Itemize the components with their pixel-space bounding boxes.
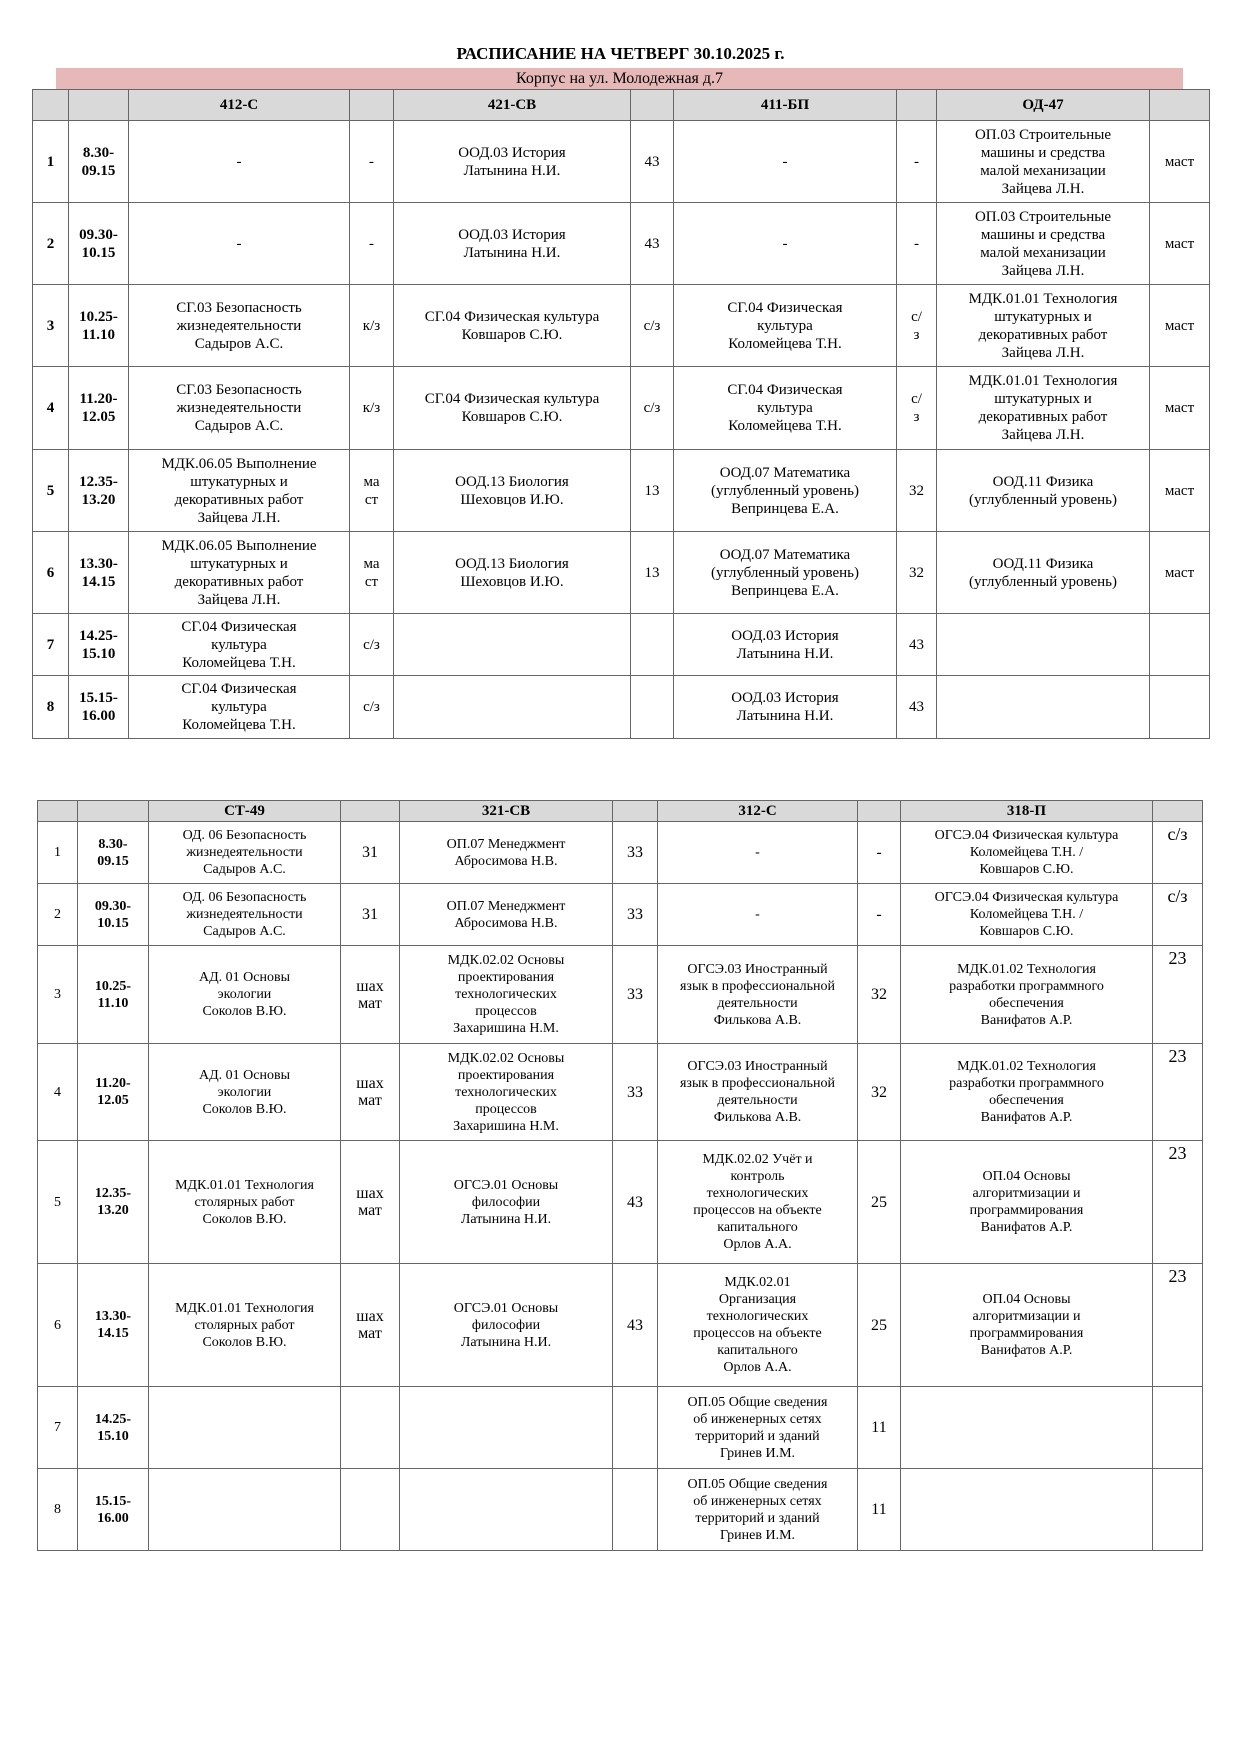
table-row <box>38 1044 1203 1141</box>
subject-cell: - <box>658 884 858 946</box>
lesson-number: 3 <box>38 946 78 1044</box>
header-blank <box>897 90 937 121</box>
room-cell: 43 <box>631 203 674 285</box>
subject-cell: ОП.07 Менеджмент Абросимова Н.В. <box>400 884 613 946</box>
subject-cell: ОД. 06 Безопасность жизнедеятельности Садыров А.С. <box>149 822 341 884</box>
room-cell: с/з <box>631 285 674 367</box>
subject-cell: ОГСЭ.03 Иностранный язык в профессиональной деятельности Филькова А.В. <box>658 1044 858 1141</box>
room-cell <box>1153 1469 1203 1551</box>
subject-cell <box>901 1387 1153 1469</box>
subject-cell: ОП.03 Строительные машины и средства малой механизации Зайцева Л.Н. <box>937 203 1150 285</box>
subject-cell: МДК.01.01 Технология столярных работ Соколов В.Ю. <box>149 1141 341 1264</box>
room-cell: 25 <box>858 1264 901 1387</box>
group-header: 318-П <box>901 801 1153 822</box>
room-cell: 33 <box>613 1044 658 1141</box>
header-blank <box>341 801 400 822</box>
room-cell <box>613 1469 658 1551</box>
room-cell <box>631 676 674 739</box>
room-cell: с/ з <box>897 367 937 450</box>
table-row <box>33 614 1210 676</box>
subject-cell: ООД.03 История Латынина Н.И. <box>674 676 897 739</box>
subject-cell: МДК.01.01 Технология штукатурных и декоративных работ Зайцева Л.Н. <box>937 367 1150 450</box>
header-blank <box>1150 90 1210 121</box>
subject-cell: МДК.02.02 Основы проектирования технологических процессов Захаришина Н.М. <box>400 1044 613 1141</box>
subject-cell: СГ.04 Физическая культура Коломейцева Т.Н. <box>129 676 350 739</box>
room-cell: с/з <box>631 367 674 450</box>
table-row <box>33 285 1210 367</box>
subject-cell: МДК.06.05 Выполнение штукатурных и декоративных работ Зайцева Л.Н. <box>129 532 350 614</box>
subject-cell: ОГСЭ.01 Основы философии Латынина Н.И. <box>400 1264 613 1387</box>
lesson-time: 13.30- 14.15 <box>69 532 129 614</box>
lesson-time: 8.30- 09.15 <box>78 822 149 884</box>
room-cell: 13 <box>631 450 674 532</box>
lesson-number: 4 <box>33 367 69 450</box>
lesson-number: 5 <box>38 1141 78 1264</box>
room-cell: шах мат <box>341 1264 400 1387</box>
room-cell: 43 <box>613 1264 658 1387</box>
subject-cell: ООД.03 История Латынина Н.И. <box>394 203 631 285</box>
header-blank <box>69 90 129 121</box>
room-cell: маст <box>1150 367 1210 450</box>
table-row <box>38 1387 1203 1469</box>
room-cell: - <box>350 203 394 285</box>
room-cell <box>1150 676 1210 739</box>
subject-cell: ООД.03 История Латынина Н.И. <box>674 614 897 676</box>
table-header-row <box>38 801 1203 822</box>
table-row <box>38 946 1203 1044</box>
room-cell: с/з <box>350 676 394 739</box>
room-cell: ма ст <box>350 450 394 532</box>
room-cell <box>631 614 674 676</box>
lesson-number: 3 <box>33 285 69 367</box>
table-header-row <box>33 90 1210 121</box>
room-cell: 23 <box>1153 1141 1203 1264</box>
room-cell: к/з <box>350 367 394 450</box>
group-header: 412-С <box>129 90 350 121</box>
room-cell: шах мат <box>341 946 400 1044</box>
lesson-time: 10.25- 11.10 <box>78 946 149 1044</box>
group-header: СТ-49 <box>149 801 341 822</box>
subject-cell: ООД.03 История Латынина Н.И. <box>394 121 631 203</box>
room-cell: 43 <box>613 1141 658 1264</box>
lesson-time: 14.25- 15.10 <box>69 614 129 676</box>
group-header: ОД-47 <box>937 90 1150 121</box>
subject-cell: ОП.03 Строительные машины и средства малой механизации Зайцева Л.Н. <box>937 121 1150 203</box>
lesson-time: 10.25- 11.10 <box>69 285 129 367</box>
lesson-time: 12.35- 13.20 <box>69 450 129 532</box>
subject-cell: ООД.13 Биология Шеховцов И.Ю. <box>394 532 631 614</box>
room-cell: - <box>858 884 901 946</box>
subject-cell: ОП.07 Менеджмент Абросимова Н.В. <box>400 822 613 884</box>
room-cell: с/з <box>1153 884 1203 946</box>
table-row <box>38 1469 1203 1551</box>
room-cell: маст <box>1150 532 1210 614</box>
lesson-time: 14.25- 15.10 <box>78 1387 149 1469</box>
subject-cell: - <box>129 203 350 285</box>
subject-cell: ОГСЭ.01 Основы философии Латынина Н.И. <box>400 1141 613 1264</box>
lesson-number: 6 <box>38 1264 78 1387</box>
lesson-time: 8.30- 09.15 <box>69 121 129 203</box>
subject-cell: СГ.03 Безопасность жизнедеятельности Садыров А.С. <box>129 285 350 367</box>
subject-cell: - <box>658 822 858 884</box>
subject-cell: ООД.11 Физика (углубленный уровень) <box>937 450 1150 532</box>
subject-cell: ООД.11 Физика (углубленный уровень) <box>937 532 1150 614</box>
subject-cell: СГ.03 Безопасность жизнедеятельности Садыров А.С. <box>129 367 350 450</box>
lesson-number: 2 <box>33 203 69 285</box>
building-banner: Корпус на ул. Молодежная д.7 <box>56 68 1183 89</box>
header-blank <box>350 90 394 121</box>
subject-cell <box>400 1387 613 1469</box>
room-cell: 32 <box>858 1044 901 1141</box>
subject-cell: ОП.04 Основы алгоритмизации и программирования Ванифатов А.Р. <box>901 1141 1153 1264</box>
subject-cell: СГ.04 Физическая культура Коломейцева Т.Н. <box>674 367 897 450</box>
subject-cell <box>937 676 1150 739</box>
subject-cell: ОД. 06 Безопасность жизнедеятельности Садыров А.С. <box>149 884 341 946</box>
lesson-time: 13.30- 14.15 <box>78 1264 149 1387</box>
lesson-number: 7 <box>38 1387 78 1469</box>
lesson-number: 6 <box>33 532 69 614</box>
lesson-number: 1 <box>33 121 69 203</box>
room-cell: 31 <box>341 884 400 946</box>
subject-cell: - <box>129 121 350 203</box>
subject-cell: МДК.02.01 Организация технологических процессов на объекте капитального Орлов А.А. <box>658 1264 858 1387</box>
subject-cell <box>394 676 631 739</box>
schedule-table-2 <box>37 800 1203 1551</box>
room-cell: 23 <box>1153 946 1203 1044</box>
subject-cell <box>400 1469 613 1551</box>
subject-cell: МДК.02.02 Основы проектирования технологических процессов Захаришина Н.М. <box>400 946 613 1044</box>
lesson-number: 8 <box>38 1469 78 1551</box>
room-cell: маст <box>1150 203 1210 285</box>
subject-cell: СГ.04 Физическая культура Коломейцева Т.Н. <box>129 614 350 676</box>
lesson-number: 2 <box>38 884 78 946</box>
subject-cell <box>149 1469 341 1551</box>
room-cell: с/з <box>1153 822 1203 884</box>
room-cell: 32 <box>897 450 937 532</box>
subject-cell: СГ.04 Физическая культура Коломейцева Т.Н. <box>674 285 897 367</box>
subject-cell <box>149 1387 341 1469</box>
group-header: 411-БП <box>674 90 897 121</box>
room-cell: 32 <box>897 532 937 614</box>
room-cell: с/з <box>350 614 394 676</box>
table-row <box>33 676 1210 739</box>
subject-cell: МДК.01.01 Технология штукатурных и декоративных работ Зайцева Л.Н. <box>937 285 1150 367</box>
room-cell <box>1153 1387 1203 1469</box>
room-cell: 32 <box>858 946 901 1044</box>
room-cell: маст <box>1150 285 1210 367</box>
subject-cell <box>394 614 631 676</box>
header-blank <box>631 90 674 121</box>
subject-cell: АД. 01 Основы экологии Соколов В.Ю. <box>149 946 341 1044</box>
group-header: 321-СВ <box>400 801 613 822</box>
subject-cell: СГ.04 Физическая культура Ковшаров С.Ю. <box>394 285 631 367</box>
lesson-time: 15.15- 16.00 <box>78 1469 149 1551</box>
header-blank <box>78 801 149 822</box>
header-blank <box>33 90 69 121</box>
room-cell: маст <box>1150 121 1210 203</box>
room-cell: - <box>897 203 937 285</box>
lesson-number: 7 <box>33 614 69 676</box>
table-row <box>33 121 1210 203</box>
subject-cell <box>937 614 1150 676</box>
subject-cell: ОП.04 Основы алгоритмизации и программирования Ванифатов А.Р. <box>901 1264 1153 1387</box>
subject-cell: ОГСЭ.04 Физическая культура Коломейцева Т.Н. / Ковшаров С.Ю. <box>901 822 1153 884</box>
room-cell: 11 <box>858 1469 901 1551</box>
room-cell: 25 <box>858 1141 901 1264</box>
room-cell: 33 <box>613 822 658 884</box>
table-row <box>33 367 1210 450</box>
page-title: РАСПИСАНИЕ НА ЧЕТВЕРГ 30.10.2025 г. <box>456 44 785 63</box>
subject-cell: - <box>674 121 897 203</box>
lesson-number: 4 <box>38 1044 78 1141</box>
lesson-time: 11.20- 12.05 <box>78 1044 149 1141</box>
room-cell: 43 <box>631 121 674 203</box>
table-row <box>38 822 1203 884</box>
group-header: 421-СВ <box>394 90 631 121</box>
table-row <box>33 450 1210 532</box>
room-cell: 43 <box>897 614 937 676</box>
subject-cell: МДК.01.02 Технология разработки программного обеспечения Ванифатов А.Р. <box>901 1044 1153 1141</box>
table-row <box>33 203 1210 285</box>
room-cell <box>341 1469 400 1551</box>
table-row <box>38 1264 1203 1387</box>
header-blank <box>613 801 658 822</box>
subject-cell: ОП.05 Общие сведения об инженерных сетях территорий и зданий Гринев И.М. <box>658 1469 858 1551</box>
room-cell: - <box>858 822 901 884</box>
room-cell: маст <box>1150 450 1210 532</box>
subject-cell: МДК.01.02 Технология разработки программного обеспечения Ванифатов А.Р. <box>901 946 1153 1044</box>
room-cell <box>341 1387 400 1469</box>
room-cell: 31 <box>341 822 400 884</box>
table-row <box>38 884 1203 946</box>
subject-cell: - <box>674 203 897 285</box>
room-cell: 11 <box>858 1387 901 1469</box>
room-cell: к/з <box>350 285 394 367</box>
lesson-number: 8 <box>33 676 69 739</box>
header-blank <box>1153 801 1203 822</box>
room-cell: - <box>897 121 937 203</box>
lesson-time: 11.20- 12.05 <box>69 367 129 450</box>
subject-cell: ОП.05 Общие сведения об инженерных сетях территорий и зданий Гринев И.М. <box>658 1387 858 1469</box>
subject-cell: МДК.02.02 Учёт и контроль технологических процессов на объекте капитального Орлов А.А. <box>658 1141 858 1264</box>
lesson-number: 5 <box>33 450 69 532</box>
lesson-number: 1 <box>38 822 78 884</box>
table-row <box>38 1141 1203 1264</box>
lesson-time: 09.30- 10.15 <box>78 884 149 946</box>
subject-cell <box>901 1469 1153 1551</box>
subject-cell: СГ.04 Физическая культура Ковшаров С.Ю. <box>394 367 631 450</box>
room-cell: 33 <box>613 884 658 946</box>
room-cell: ма ст <box>350 532 394 614</box>
room-cell: шах мат <box>341 1141 400 1264</box>
room-cell: 13 <box>631 532 674 614</box>
subject-cell: ОГСЭ.03 Иностранный язык в профессиональной деятельности Филькова А.В. <box>658 946 858 1044</box>
subject-cell: МДК.06.05 Выполнение штукатурных и декоративных работ Зайцева Л.Н. <box>129 450 350 532</box>
room-cell <box>1150 614 1210 676</box>
room-cell: шах мат <box>341 1044 400 1141</box>
group-header: 312-С <box>658 801 858 822</box>
header-blank <box>858 801 901 822</box>
subject-cell: АД. 01 Основы экологии Соколов В.Ю. <box>149 1044 341 1141</box>
subject-cell: МДК.01.01 Технология столярных работ Соколов В.Ю. <box>149 1264 341 1387</box>
room-cell: 43 <box>897 676 937 739</box>
schedule-table-1 <box>32 89 1210 739</box>
subject-cell: ООД.07 Математика (углубленный уровень) Вепринцева Е.А. <box>674 532 897 614</box>
room-cell <box>613 1387 658 1469</box>
table-row <box>33 532 1210 614</box>
lesson-time: 12.35- 13.20 <box>78 1141 149 1264</box>
header-blank <box>38 801 78 822</box>
room-cell: 33 <box>613 946 658 1044</box>
room-cell: 23 <box>1153 1044 1203 1141</box>
subject-cell: ООД.13 Биология Шеховцов И.Ю. <box>394 450 631 532</box>
lesson-time: 15.15- 16.00 <box>69 676 129 739</box>
subject-cell: ОГСЭ.04 Физическая культура Коломейцева Т.Н. / Ковшаров С.Ю. <box>901 884 1153 946</box>
room-cell: - <box>350 121 394 203</box>
room-cell: с/ з <box>897 285 937 367</box>
lesson-time: 09.30- 10.15 <box>69 203 129 285</box>
room-cell: 23 <box>1153 1264 1203 1387</box>
subject-cell: ООД.07 Математика (углубленный уровень) Вепринцева Е.А. <box>674 450 897 532</box>
